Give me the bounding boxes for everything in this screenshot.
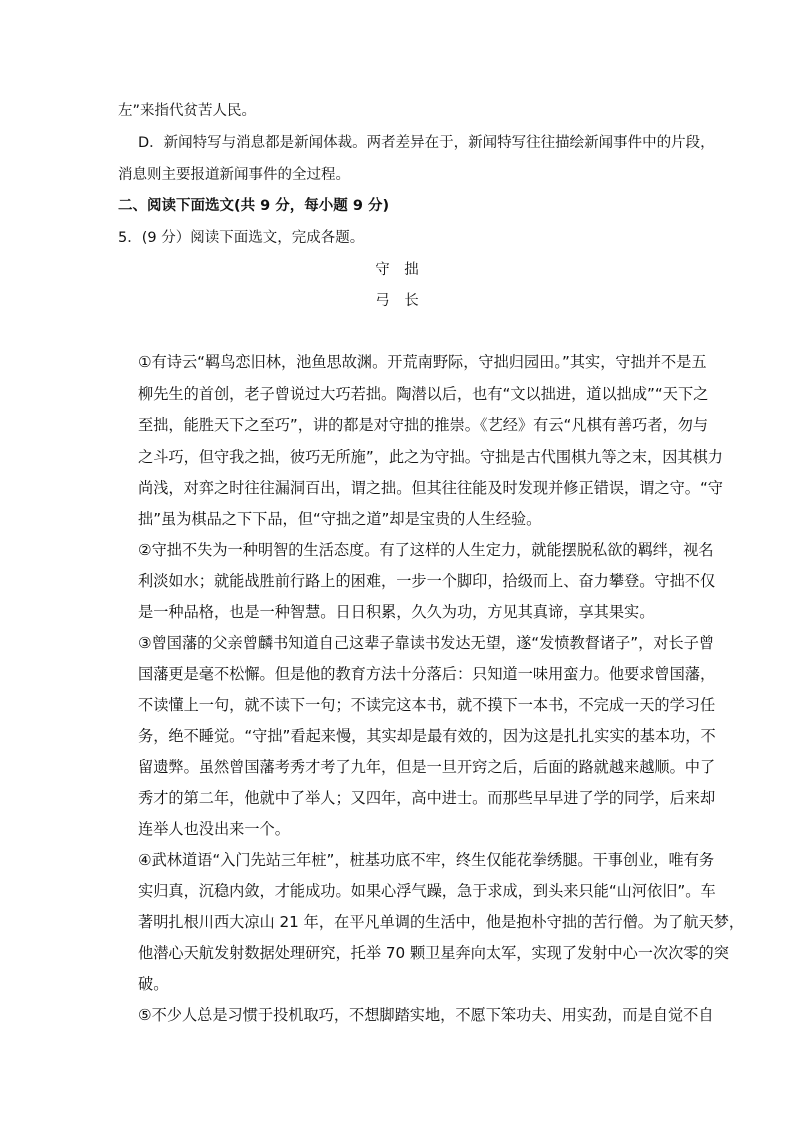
passage-line: 著明扎根川西大凉山 21 年，在平凡单调的生活中，他是抱朴守拙的苦行僧。为了航天梦，	[138, 913, 745, 931]
passage-line: 是一种品格，也是一种智慧。日日积累，久久为功，方见其真谛，享其果实。	[138, 603, 655, 621]
passage-line: 利淡如水；就能战胜前行路上的困难，一步一个脚印，拾级而上、奋力攀登。守拙不仅	[138, 572, 716, 590]
passage-line: 尚浅，对弈之时往往漏洞百出，谓之拙。但其往往能及时发现并修正错误，谓之守。“守	[138, 479, 723, 497]
passage-line: 不读懂上一句，就不读下一句；不读完这本书，就不摸下一本书，不完成一天的学习任	[138, 696, 716, 714]
option-d-line: D．新闻特写与消息都是新闻体裁。两者差异在于，新闻特写往往描绘新闻事件中的片段，	[138, 135, 715, 151]
passage-title: 守 拙	[375, 262, 419, 278]
text-line: 左”来指代贫苦人民。	[118, 103, 257, 119]
passage-line: 拙”虽为棋品之下下品，但“守拙之道”却是宝贵的人生经验。	[138, 510, 542, 528]
passage-author: 弓 长	[375, 293, 419, 309]
passage-line: 破。	[138, 975, 169, 993]
passage-line: 秀才的第二年，他就中了举人；又四年，高中进士。而那些早早进了学的同学，后来却	[138, 789, 716, 807]
passage-line: 之斗巧，但守我之拙，彼巧无所施”，此之为守拙。守拙是古代围棋九等之末，因其棋力	[138, 448, 723, 466]
passage-line: 国藩更是毫不松懈。但是他的教育方法十分落后：只知道一味用蛮力。他要求曾国藩，	[138, 665, 716, 683]
passage-line: ⑤不少人总是习惯于投机取巧，不想脚踏实地，不愿下笨功夫、用实劲，而是自觉不自	[138, 1006, 714, 1024]
passage-line: ④武林道语“入门先站三年桩”，桩基功底不牢，终生仅能花拳绣腿。干事创业，唯有务	[138, 851, 715, 869]
passage-line: 至拙，能胜天下之至巧”，讲的都是对守拙的推崇。《艺经》有云“凡棋有善巧者，勿与	[138, 416, 709, 434]
passage-line: 留遗弊。虽然曾国藩考秀才考了九年，但是一旦开窍之后，后面的路就越来越顺。中了	[138, 758, 716, 776]
passage-line: ③曾国藩的父亲曾麟书知道自己这辈子靠读书发达无望，遂“发愤教督诸子”，对长子曾	[138, 634, 715, 652]
passage-line: 连举人也没出来一个。	[138, 820, 290, 838]
passage-line: 他潜心天航发射数据处理研究，托举 70 颗卫星奔向太军，实现了发射中心一次次零的突	[138, 944, 729, 962]
section-heading: 二、阅读下面选文(共 9 分，每小题 9 分)	[118, 198, 390, 214]
passage-line: ②守拙不失为一种明智的生活态度。有了这样的人生定力，就能摆脱私欲的羁绊，视名	[138, 541, 714, 559]
question-intro: 5．(9 分）阅读下面选文，完成各题。	[118, 230, 365, 246]
text-line: 消息则主要报道新闻事件的全过程。	[118, 167, 350, 183]
passage-line: ①有诗云“羁鸟恋旧林，池鱼思故渊。开荒南野际，守拙归园田。”其实，守拙并不是五	[138, 353, 707, 371]
passage-line: 实归真，沉稳内敛，才能成功。如果心浮气躁，急于求成，到头来只能“山河依旧”。车	[138, 882, 716, 900]
passage-line: 务，绝不睡觉。“守拙”看起来慢，其实却是最有效的，因为这是扎扎实实的基本功，不	[138, 727, 716, 745]
passage-line: 柳先生的首创，老子曾说过大巧若拙。陶潜以后，也有“文以拙进，道以拙成”“天下之	[138, 385, 709, 403]
